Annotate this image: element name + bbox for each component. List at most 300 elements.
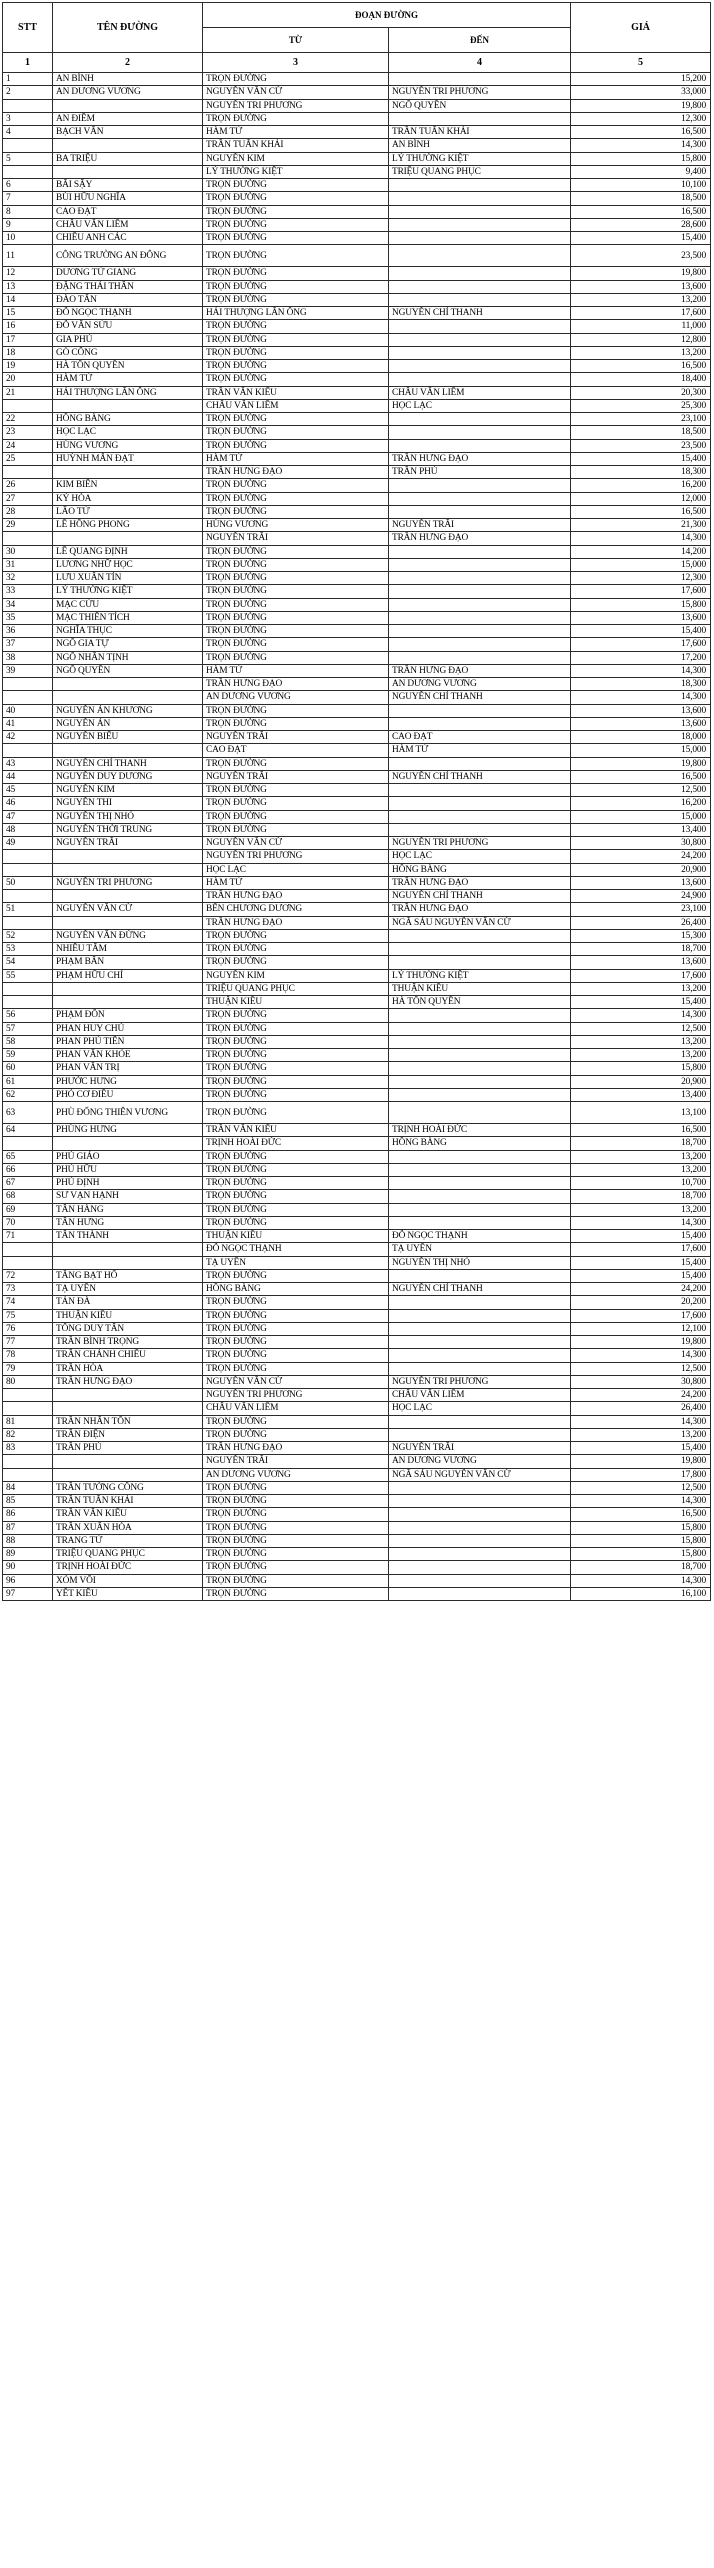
table-row [3,558,711,571]
table-row [3,1088,711,1101]
row-from: TRỌN ĐƯỜNG [203,1481,389,1494]
row-stt: 1 [3,73,53,86]
row-from: THUẬN KIỀU [203,996,389,1009]
row-price: 12,500 [571,1362,711,1375]
table-row [3,293,711,306]
row-stt: 34 [3,598,53,611]
row-street-name: BẠCH VÂN [53,126,203,139]
table-row [3,1009,711,1022]
row-to: TẠ UYÊN [389,1243,571,1256]
row-from: NGUYỄN VĂN CỪ [203,1375,389,1388]
row-from: TRỌN ĐƯỜNG [203,1309,389,1322]
row-price: 15,800 [571,1062,711,1075]
column-number: 5 [571,53,711,73]
row-price: 20,200 [571,1296,711,1309]
row-from: LÝ THƯỜNG KIỆT [203,165,389,178]
row-street-name: TRẦN ĐIỆN [53,1428,203,1441]
row-to [389,1521,571,1534]
table-row [3,717,711,730]
row-price: 13,200 [571,293,711,306]
row-from: TRỌN ĐƯỜNG [203,1049,389,1062]
row-to: HỌC LẠC [389,1402,571,1415]
row-street-name: TÂN HÀNG [53,1203,203,1216]
row-price: 23,100 [571,413,711,426]
row-from: THUẬN KIỀU [203,1230,389,1243]
table-row [3,152,711,165]
row-to: TRẦN HƯNG ĐẠO [389,532,571,545]
row-from: TRẦN VĂN KIỂU [203,386,389,399]
row-street-name: NGUYỄN VĂN ĐỪNG [53,929,203,942]
row-from: TRỌN ĐƯỜNG [203,439,389,452]
row-to [389,1075,571,1088]
table-row [3,797,711,810]
row-to: TRIỆU QUANG PHỤC [389,165,571,178]
row-stt: 90 [3,1561,53,1574]
row-price: 26,400 [571,1402,711,1415]
table-row [3,479,711,492]
row-price: 14,300 [571,1495,711,1508]
row-street-name: ĐỖ NGỌC THẠNH [53,307,203,320]
row-from: TRỌN ĐƯỜNG [203,943,389,956]
row-street-name: TRẦN VĂN KIỂU [53,1508,203,1521]
row-from: TRỌN ĐƯỜNG [203,346,389,359]
row-stt: 69 [3,1203,53,1216]
row-street-name [53,850,203,863]
table-row [3,731,711,744]
row-from: TRỌN ĐƯỜNG [203,1495,389,1508]
row-street-name: PHAN HUY CHÚ [53,1022,203,1035]
row-stt: 19 [3,360,53,373]
row-to: NGUYỄN CHÍ THANH [389,307,571,320]
row-street-name: TRẦN HÒA [53,1362,203,1375]
row-stt: 36 [3,625,53,638]
row-price: 14,300 [571,1216,711,1229]
row-street-name [53,399,203,412]
table-row [3,452,711,465]
row-street-name: TÂN THÀNH [53,1230,203,1243]
row-street-name: TÔNG DUY TÂN [53,1322,203,1335]
row-street-name: NGUYỄN THỊ NHỎ [53,810,203,823]
row-stt: 28 [3,505,53,518]
row-stt: 57 [3,1022,53,1035]
row-to [389,585,571,598]
table-row [3,1389,711,1402]
row-price: 12,500 [571,784,711,797]
row-from: TRỌN ĐƯỜNG [203,572,389,585]
row-to: NGUYỄN CHÍ THANH [389,691,571,704]
row-to [389,545,571,558]
row-price: 23,500 [571,439,711,452]
row-price: 12,300 [571,112,711,125]
row-to [389,1548,571,1561]
table-row [3,320,711,333]
row-price: 14,200 [571,545,711,558]
row-stt [3,165,53,178]
table-row [3,426,711,439]
row-stt: 87 [3,1521,53,1534]
table-row [3,505,711,518]
row-to [389,439,571,452]
row-street-name: AN ĐIỀM [53,112,203,125]
row-from: TRỌN ĐƯỜNG [203,625,389,638]
table-row [3,651,711,664]
row-street-name: TÂN HƯNG [53,1216,203,1229]
row-price: 13,400 [571,823,711,836]
row-from: CHÂU VĂN LIÊM [203,1402,389,1415]
row-from: TRỌN ĐƯỜNG [203,797,389,810]
row-from: TRỌN ĐƯỜNG [203,73,389,86]
row-from: TRỌN ĐƯỜNG [203,1163,389,1176]
table-row [3,678,711,691]
row-stt: 4 [3,126,53,139]
row-price: 16,100 [571,1587,711,1600]
row-from: HÙNG VƯƠNG [203,519,389,532]
row-price: 15,300 [571,929,711,942]
row-price: 12,300 [571,572,711,585]
row-stt: 70 [3,1216,53,1229]
row-price: 16,200 [571,797,711,810]
row-stt: 13 [3,280,53,293]
row-stt: 25 [3,452,53,465]
row-street-name: HẢI THƯỢNG LÃN ÔNG [53,386,203,399]
row-from: NGUYỄN TRÃI [203,532,389,545]
row-price: 23,500 [571,245,711,267]
table-row [3,876,711,889]
row-price: 13,600 [571,956,711,969]
table-row [3,205,711,218]
row-from: TRỌN ĐƯỜNG [203,545,389,558]
row-stt: 60 [3,1062,53,1075]
row-price: 12,100 [571,1322,711,1335]
row-from: TRỌN ĐƯỜNG [203,280,389,293]
table-row [3,890,711,903]
row-stt [3,1256,53,1269]
row-price: 16,500 [571,126,711,139]
row-from: TRỌN ĐƯỜNG [203,492,389,505]
row-to [389,1296,571,1309]
row-to [389,426,571,439]
row-stt [3,1137,53,1150]
header-doan-duong: ĐOẠN ĐƯỜNG [203,3,571,28]
row-stt: 31 [3,558,53,571]
table-row [3,532,711,545]
row-stt: 82 [3,1428,53,1441]
table-row [3,850,711,863]
row-to [389,1508,571,1521]
row-street-name: GÒ CÔNG [53,346,203,359]
row-from: HÀM TỬ [203,664,389,677]
row-street-name: NGÔ NHÂN TỊNH [53,651,203,664]
row-to: HÀM TỬ [389,744,571,757]
row-price: 17,200 [571,651,711,664]
row-from: TRỌN ĐƯỜNG [203,1336,389,1349]
row-stt: 47 [3,810,53,823]
row-from: TRỌN ĐƯỜNG [203,956,389,969]
row-from: TRỌN ĐƯỜNG [203,479,389,492]
row-street-name: NGUYỄN THI [53,797,203,810]
row-street-name: NGUYỄN DUY DƯƠNG [53,770,203,783]
row-from: TRỌN ĐƯỜNG [203,1190,389,1203]
table-row [3,664,711,677]
row-to [389,112,571,125]
table-row [3,625,711,638]
row-price: 18,700 [571,943,711,956]
row-stt [3,982,53,995]
table-row [3,691,711,704]
table-row [3,969,711,982]
row-to [389,1203,571,1216]
row-stt [3,916,53,929]
row-price: 15,800 [571,152,711,165]
row-price: 11,000 [571,320,711,333]
row-street-name: NGÔ GIA TỰ [53,638,203,651]
row-price: 17,600 [571,969,711,982]
row-to [389,218,571,231]
row-from: TRỌN ĐƯỜNG [203,1296,389,1309]
row-street-name: NGUYỄN KIM [53,784,203,797]
table-row [3,492,711,505]
column-number: 2 [53,53,203,73]
row-street-name: THUẬN KIỀU [53,1309,203,1322]
row-from: TRẦN HƯNG ĐẠO [203,1442,389,1455]
row-to [389,625,571,638]
table-row [3,399,711,412]
row-from: TRỌN ĐƯỜNG [203,360,389,373]
row-price: 13,400 [571,1088,711,1101]
row-price: 18,000 [571,731,711,744]
row-street-name: PHẠM ĐÔN [53,1009,203,1022]
row-from: NGUYỄN TRÃI [203,731,389,744]
row-stt: 76 [3,1322,53,1335]
row-to: NGÔ QUYỀN [389,99,571,112]
row-price: 26,400 [571,916,711,929]
table-row [3,1375,711,1388]
table-row [3,1349,711,1362]
row-street-name: PHÚ HỮU [53,1163,203,1176]
table-row [3,810,711,823]
row-price: 19,800 [571,267,711,280]
row-from: TRỌN ĐƯỜNG [203,1035,389,1048]
row-street-name [53,1256,203,1269]
row-stt: 73 [3,1283,53,1296]
row-street-name: NGUYỄN TRI PHƯƠNG [53,876,203,889]
row-stt [3,863,53,876]
row-from: TRỌN ĐƯỜNG [203,717,389,730]
row-price: 15,400 [571,1269,711,1282]
row-price: 13,200 [571,1163,711,1176]
row-stt: 67 [3,1177,53,1190]
row-from: NGUYỄN KIM [203,969,389,982]
table-row [3,307,711,320]
row-to: HỒNG BÀNG [389,863,571,876]
row-stt: 42 [3,731,53,744]
table-row [3,1137,711,1150]
table-row [3,1075,711,1088]
row-from: TRỌN ĐƯỜNG [203,320,389,333]
row-to [389,1587,571,1600]
row-to: ĐỖ NGỌC THẠNH [389,1230,571,1243]
row-price: 17,800 [571,1468,711,1481]
row-street-name: NHIÊU TÂM [53,943,203,956]
row-price: 24,900 [571,890,711,903]
row-street-name: HÀ TÔN QUYỀN [53,360,203,373]
table-row [3,1124,711,1137]
row-street-name: YẾT KIÊU [53,1587,203,1600]
row-stt: 37 [3,638,53,651]
row-stt: 89 [3,1548,53,1561]
row-street-name: AN BÌNH [53,73,203,86]
row-from: NGUYỄN KIM [203,152,389,165]
row-stt: 50 [3,876,53,889]
row-from: TRỌN ĐƯỜNG [203,585,389,598]
row-street-name: TRANG TỬ [53,1534,203,1547]
row-to [389,598,571,611]
table-row [3,1283,711,1296]
row-street-name [53,165,203,178]
table-row [3,1177,711,1190]
row-street-name: DƯƠNG TỬ GIANG [53,267,203,280]
row-to [389,1009,571,1022]
row-to: NGÃ SÁU NGUYỄN VĂN CỪ [389,1468,571,1481]
row-to: AN DƯƠNG VƯƠNG [389,678,571,691]
row-stt: 71 [3,1230,53,1243]
table-row [3,1102,711,1124]
row-price: 18,500 [571,426,711,439]
row-price: 13,600 [571,717,711,730]
row-street-name: TẢN ĐÀ [53,1296,203,1309]
row-stt: 52 [3,929,53,942]
row-to [389,1336,571,1349]
row-stt: 66 [3,1163,53,1176]
row-stt: 32 [3,572,53,585]
table-row [3,744,711,757]
row-stt [3,399,53,412]
row-street-name: BÙI HỮU NGHĨA [53,192,203,205]
row-price: 17,600 [571,585,711,598]
row-price: 18,500 [571,192,711,205]
row-stt: 78 [3,1349,53,1362]
table-row [3,1468,711,1481]
row-street-name: TRẦN HƯNG ĐẠO [53,1375,203,1388]
table-row [3,386,711,399]
table-row [3,439,711,452]
row-price: 12,500 [571,1022,711,1035]
row-price: 17,600 [571,638,711,651]
row-street-name: NGUYỄN CHÍ THANH [53,757,203,770]
row-to: NGUYỄN CHÍ THANH [389,1283,571,1296]
row-street-name [53,1455,203,1468]
row-from: TRỌN ĐƯỜNG [203,413,389,426]
column-number: 4 [389,53,571,73]
row-to [389,1177,571,1190]
row-stt: 45 [3,784,53,797]
table-row [3,1415,711,1428]
row-street-name: NGUYỄN THỜI TRUNG [53,823,203,836]
row-from: TRỌN ĐƯỜNG [203,1587,389,1600]
row-stt [3,99,53,112]
row-street-name [53,532,203,545]
table-row [3,1508,711,1521]
row-price: 13,200 [571,1035,711,1048]
row-stt: 80 [3,1375,53,1388]
table-row [3,837,711,850]
row-price: 23,100 [571,903,711,916]
row-to: TRẦN TUẤN KHẢI [389,126,571,139]
row-price: 24,200 [571,1283,711,1296]
row-price: 15,800 [571,1548,711,1561]
row-to [389,558,571,571]
row-street-name: TRỊNH HOÀI ĐỨC [53,1561,203,1574]
row-street-name [53,890,203,903]
row-to [389,929,571,942]
row-stt: 85 [3,1495,53,1508]
row-from: AN DƯƠNG VƯƠNG [203,1468,389,1481]
table-row [3,346,711,359]
table-row [3,1216,711,1229]
table-row [3,585,711,598]
row-from: TRỌN ĐƯỜNG [203,704,389,717]
table-row [3,1150,711,1163]
row-street-name: TRẦN CHÁNH CHIẾU [53,1349,203,1362]
row-from: TRẦN HƯNG ĐẠO [203,916,389,929]
row-street-name: NGUYỄN ÁN [53,717,203,730]
row-from: TRỌN ĐƯỜNG [203,1075,389,1088]
row-from: TRỌN ĐƯỜNG [203,784,389,797]
row-price: 16,500 [571,360,711,373]
row-street-name: NGUYỄN TRÃI [53,837,203,850]
table-row [3,1455,711,1468]
row-stt [3,996,53,1009]
row-stt [3,532,53,545]
row-from: NGUYỄN TRÃI [203,1455,389,1468]
row-from: HẢI THƯỢNG LÃN ÔNG [203,307,389,320]
row-stt: 77 [3,1336,53,1349]
row-street-name: ĐẶNG THÁI THÂN [53,280,203,293]
row-to [389,1561,571,1574]
row-stt: 14 [3,293,53,306]
row-price: 10,100 [571,179,711,192]
row-stt: 8 [3,205,53,218]
row-to [389,704,571,717]
row-to [389,823,571,836]
row-to [389,1163,571,1176]
row-stt: 62 [3,1088,53,1101]
row-from: HỒNG BÀNG [203,1283,389,1296]
row-price: 17,600 [571,1309,711,1322]
table-row [3,929,711,942]
row-to: LÝ THƯỜNG KIỆT [389,969,571,982]
table-row [3,1442,711,1455]
row-price: 19,800 [571,1336,711,1349]
row-street-name [53,1402,203,1415]
row-to [389,757,571,770]
table-row [3,956,711,969]
row-to: NGUYỄN TRI PHƯƠNG [389,1375,571,1388]
row-street-name: BÃI SẬY [53,179,203,192]
row-stt: 48 [3,823,53,836]
table-row [3,1534,711,1547]
row-to: NGUYỄN TRÃI [389,519,571,532]
row-street-name: TRẦN TUẤN KHẢI [53,1495,203,1508]
row-from: TRỌN ĐƯỜNG [203,373,389,386]
row-price: 13,200 [571,1049,711,1062]
row-price: 21,300 [571,519,711,532]
row-to: NGÃ SÁU NGUYỄN VĂN CỪ [389,916,571,929]
row-to: TRẦN HƯNG ĐẠO [389,903,571,916]
row-to [389,293,571,306]
row-from: TRIỆU QUANG PHỤC [203,982,389,995]
row-price: 15,400 [571,232,711,245]
